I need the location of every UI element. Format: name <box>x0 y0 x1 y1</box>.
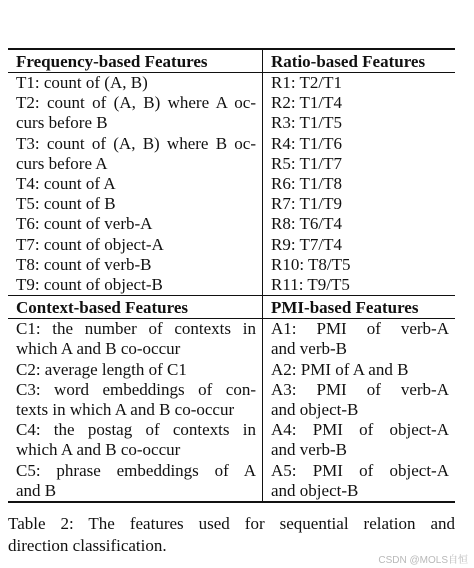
pmi-line: A1: PMI of verb-A <box>271 319 449 339</box>
frequency-line: T2: count of (A, B) where A oc- <box>16 93 256 113</box>
frequency-line: T6: count of verb-A <box>16 214 153 234</box>
ratio-line: R9: T7/T4 <box>271 234 342 254</box>
context-line: C5: phrase embeddings of A <box>16 460 256 480</box>
frequency-features-cell <box>8 73 262 295</box>
pmi-line: and object-B <box>271 480 359 500</box>
context-features-cell <box>8 319 262 501</box>
frequency-line: T1: count of (A, B) <box>16 73 148 92</box>
caption-line: direction classification. <box>8 536 167 555</box>
ratio-line: R8: T6/T4 <box>271 214 342 234</box>
context-line: texts in which A and B co-occur <box>16 400 235 420</box>
ratio-line: R3: T1/T5 <box>271 113 342 133</box>
context-line: C2: average length of C1 <box>16 359 187 379</box>
context-line: which A and B co-occur <box>16 339 181 359</box>
context-line: C1: the number of contexts in <box>16 319 256 339</box>
pmi-line: A2: PMI of A and B <box>271 359 409 379</box>
pmi-line: A5: PMI of object-A <box>271 460 449 480</box>
context-line: which A and B co-occur <box>16 440 181 460</box>
ratio-line: R7: T1/T9 <box>271 194 342 214</box>
frequency-line: T3: count of (A, B) where B oc- <box>16 133 256 153</box>
caption-line: Table 2: The features used for sequential relation and <box>8 514 455 533</box>
context-line: C4: the postag of contexts in <box>16 420 256 440</box>
pmi-line: A4: PMI of object-A <box>271 420 449 440</box>
table-header-row-2 <box>8 295 455 319</box>
context-header: Context-based Features <box>16 298 189 318</box>
watermark: CSDN @MOLS自恒 <box>378 555 468 566</box>
ratio-line: R10: T8/T5 <box>271 254 351 274</box>
pmi-line: and verb-B <box>271 339 348 359</box>
features-table <box>8 48 455 503</box>
context-line: and B <box>16 480 57 500</box>
ratio-line: R4: T1/T6 <box>271 133 342 153</box>
ratio-header: Ratio-based Features <box>262 50 455 72</box>
pmi-features-cell <box>262 319 455 501</box>
frequency-line: T8: count of verb-B <box>16 254 152 274</box>
table-body-row-2 <box>8 319 455 501</box>
pmi-header: PMI-based Features <box>262 296 455 318</box>
frequency-line: T4: count of A <box>16 174 116 194</box>
ratio-features-cell <box>262 73 455 295</box>
ratio-line: R1: T2/T1 <box>271 73 342 92</box>
ratio-line: R6: T1/T8 <box>271 174 342 194</box>
frequency-header: Frequency-based Features <box>16 52 208 71</box>
table-body-row-1 <box>8 73 455 295</box>
pmi-line: and object-B <box>271 400 359 420</box>
frequency-line: T7: count of object-A <box>16 234 164 254</box>
context-line: C3: word embeddings of con- <box>16 379 256 399</box>
frequency-line: T9: count of object-B <box>16 275 163 295</box>
frequency-line: curs before B <box>16 113 108 133</box>
table-header-row-1 <box>8 50 455 73</box>
frequency-line: curs before A <box>16 153 108 173</box>
ratio-line: R5: T1/T7 <box>271 153 342 173</box>
frequency-line: T5: count of B <box>16 194 116 214</box>
ratio-line: R11: T9/T5 <box>271 275 350 295</box>
ratio-line: R2: T1/T4 <box>271 93 342 113</box>
pmi-line: A3: PMI of verb-A <box>271 379 449 399</box>
pmi-line: and verb-B <box>271 440 348 460</box>
